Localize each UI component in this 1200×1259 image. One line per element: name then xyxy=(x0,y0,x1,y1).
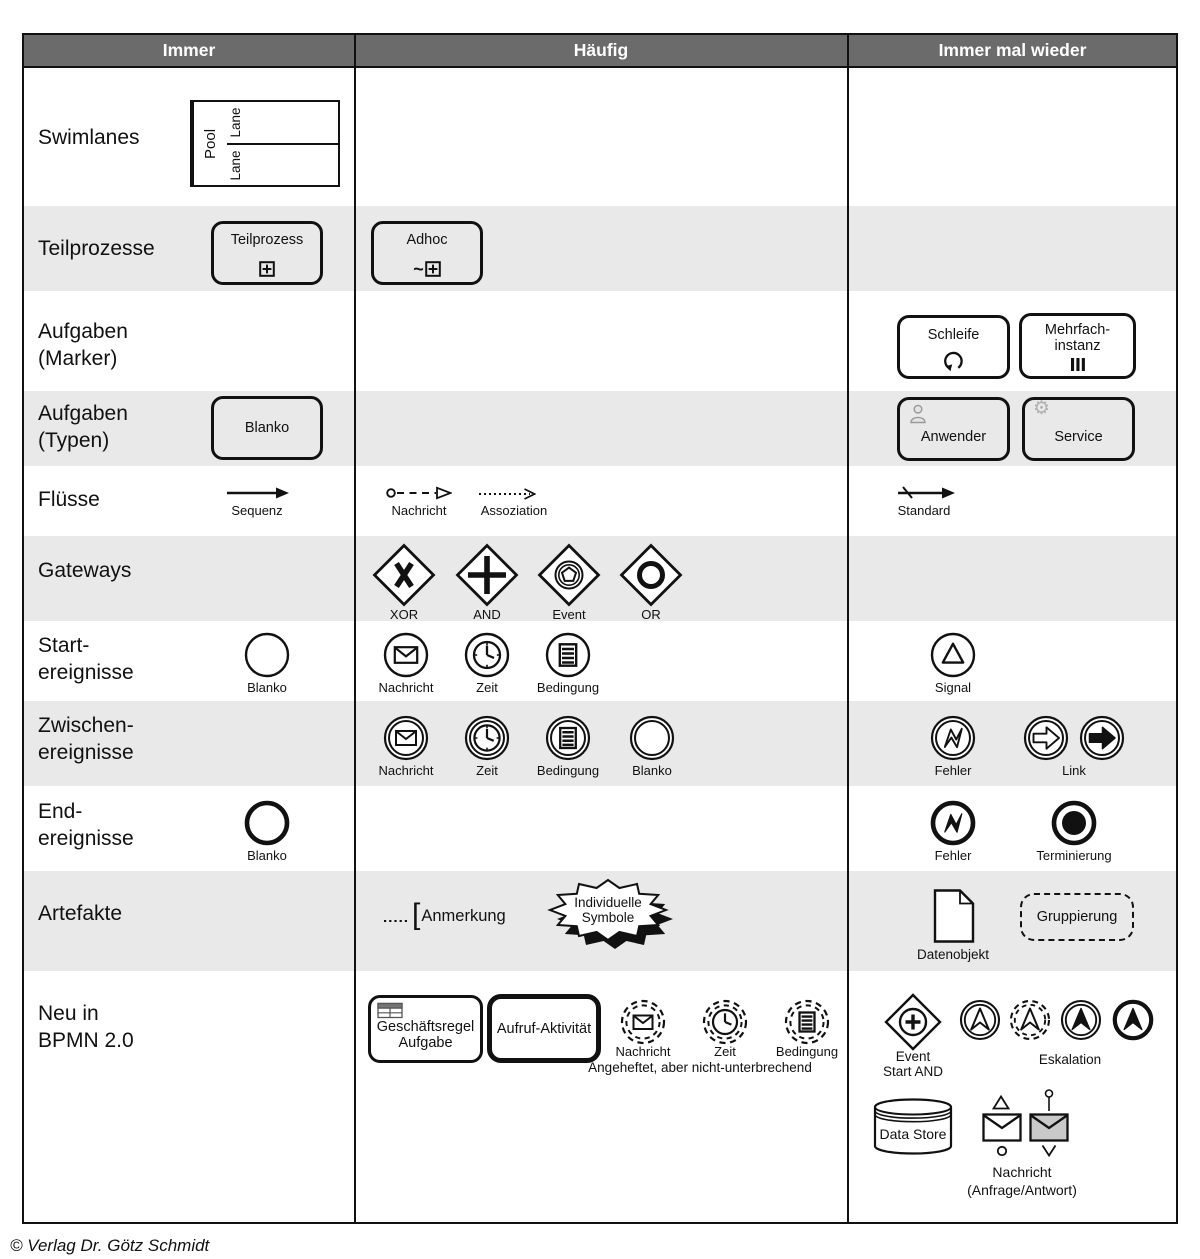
row-label-start xyxy=(38,632,134,686)
row-label-line2: ereignisse xyxy=(38,827,134,850)
sequence-flow-icon xyxy=(226,486,290,500)
event-start-and-caption xyxy=(868,1049,958,1079)
user-icon xyxy=(908,404,928,424)
row-label-line1: Aufgaben xyxy=(38,402,128,425)
escalation-throw-icon xyxy=(1060,999,1102,1041)
row-label-line2: (Marker) xyxy=(38,347,118,370)
annotation-association-icon xyxy=(384,918,410,924)
lane-top xyxy=(227,102,338,143)
adhoc-tilde-icon: ~ xyxy=(413,259,424,279)
event-gateway-icon xyxy=(537,543,601,607)
lane-bottom-label: Lane xyxy=(228,149,243,180)
row-label-line1: Aufgaben xyxy=(38,320,128,343)
intermediate-error-caption: Fehler xyxy=(934,763,972,778)
row-label-line1: End- xyxy=(38,800,83,823)
user-task-label: Anwender xyxy=(920,429,987,445)
subprocess-marker-icon xyxy=(259,261,275,277)
request-circle-icon xyxy=(996,1145,1008,1157)
annotation-label: Anmerkung xyxy=(421,906,506,925)
starburst-line2: Symbole xyxy=(581,910,635,925)
noninterrupting-message-event-icon xyxy=(620,999,666,1045)
intermediate-blank-event-icon xyxy=(629,715,675,761)
terminate-event-icon xyxy=(1051,800,1097,846)
start-blank-event-icon xyxy=(244,632,290,678)
loop-task-label: Schleife xyxy=(927,327,980,343)
and-gateway-icon xyxy=(455,543,519,607)
or-gateway-caption: OR xyxy=(641,607,661,622)
message-rr-line1: Nachricht xyxy=(992,1164,1052,1180)
pool-symbol xyxy=(190,100,340,187)
start-conditional-caption: Bedingung xyxy=(536,680,600,695)
row-label-artefakte: Artefakte xyxy=(38,902,123,925)
row-label-end xyxy=(38,798,134,852)
data-object-icon xyxy=(932,888,976,944)
multi-instance-line2: instanz xyxy=(1054,338,1101,354)
column-separator-1 xyxy=(354,35,357,1222)
annotation-bracket: [ xyxy=(412,898,421,931)
start-signal-event-icon xyxy=(930,632,976,678)
noninterrupting-conditional-event-icon xyxy=(784,999,830,1045)
start-message-event-icon xyxy=(383,632,429,678)
blank-task-label: Blanko xyxy=(244,420,290,436)
group-artifact xyxy=(1020,893,1134,941)
annotation-artifact xyxy=(384,899,506,933)
adhoc-markers xyxy=(413,261,441,277)
row-label-aufgaben-marker xyxy=(38,318,128,372)
event-start-and-line1: Event xyxy=(895,1049,931,1064)
service-task xyxy=(1022,397,1135,461)
lane-top-label: Lane xyxy=(228,107,243,138)
intermediate-blank-caption: Blanko xyxy=(632,763,672,778)
escalation-noninterrupting-icon xyxy=(1009,999,1051,1041)
lanes xyxy=(227,102,338,185)
xor-gateway-caption: XOR xyxy=(389,607,419,622)
link-caption: Link xyxy=(1062,763,1086,778)
request-initiator-icon xyxy=(992,1095,1010,1110)
business-rule-line2: Aufgabe xyxy=(398,1035,453,1051)
noninterrupting-message-caption: Nachricht xyxy=(615,1044,671,1059)
message-flow-caption: Nachricht xyxy=(391,503,447,518)
adhoc-subprocess-task xyxy=(371,221,483,285)
user-task xyxy=(897,397,1010,461)
intermediate-timer-caption: Zeit xyxy=(476,763,498,778)
row-label-zwischen xyxy=(38,712,134,766)
call-activity-task xyxy=(487,994,601,1063)
row-label-line2: (Typen) xyxy=(38,429,110,452)
end-blank-caption: Blanko xyxy=(247,848,287,863)
response-lollipop-icon xyxy=(1043,1089,1055,1112)
call-activity-label: Aufruf-Aktivität xyxy=(496,1020,592,1037)
end-error-caption: Fehler xyxy=(934,848,972,863)
data-object-caption: Datenobjekt xyxy=(916,947,990,962)
gear-icon: ⚙ xyxy=(1033,398,1051,419)
end-blank-event-icon xyxy=(244,800,290,846)
business-rule-line1: Geschäftsregel xyxy=(376,1019,475,1035)
start-conditional-event-icon xyxy=(545,632,591,678)
association-flow-caption: Assoziation xyxy=(480,503,548,518)
pool-label: Pool xyxy=(192,102,227,185)
intermediate-message-caption: Nachricht xyxy=(378,763,434,778)
start-timer-event-icon xyxy=(464,632,510,678)
business-rule-task xyxy=(368,995,483,1063)
column-header-immer: Immer xyxy=(162,40,216,60)
multi-instance-label xyxy=(1045,322,1110,354)
noninterrupting-subtitle: Angeheftet, aber nicht-unterbrechend xyxy=(588,1060,812,1075)
row-label-line1: Neu in xyxy=(38,1002,99,1025)
data-store-label: Data Store xyxy=(879,1126,947,1142)
default-flow-caption: Standard xyxy=(897,503,951,518)
subprocess-task xyxy=(211,221,323,285)
column-header-haeufig: Häufig xyxy=(573,40,629,60)
data-store-icon xyxy=(872,1097,954,1157)
noninterrupting-conditional-caption: Bedingung xyxy=(775,1044,839,1059)
row-label-aufgaben-typen xyxy=(38,400,128,454)
row-label-swimlanes: Swimlanes xyxy=(38,126,140,149)
group-label: Gruppierung xyxy=(1036,909,1118,925)
multi-instance-task xyxy=(1019,313,1136,379)
escalation-caption: Eskalation xyxy=(1038,1052,1102,1067)
intermediate-error-event-icon xyxy=(930,715,976,761)
row-label-fluesse: Flüsse xyxy=(38,488,100,511)
row-label-line2: BPMN 2.0 xyxy=(38,1029,134,1052)
loop-task xyxy=(897,315,1010,379)
row-label-line2: ereignisse xyxy=(38,741,134,764)
business-rule-table-icon xyxy=(377,1002,403,1019)
custom-symbols-starburst xyxy=(546,878,678,954)
multi-instance-marker-icon xyxy=(1070,358,1086,371)
link-throw-event-icon xyxy=(1023,715,1069,761)
message-flow-icon xyxy=(386,486,452,500)
row-label-line2: ereignisse xyxy=(38,661,134,684)
response-message-envelope-icon xyxy=(1029,1113,1069,1142)
row-label-teilprozesse: Teilprozesse xyxy=(38,237,155,260)
row-label-neu xyxy=(38,1000,134,1054)
copyright-notice: © Verlag Dr. Götz Schmidt xyxy=(10,1236,210,1255)
escalation-end-icon xyxy=(1112,999,1154,1041)
association-flow-icon xyxy=(478,488,536,500)
intermediate-message-event-icon xyxy=(383,715,429,761)
lane-bottom xyxy=(227,143,338,186)
and-gateway-caption: AND xyxy=(473,607,501,622)
sequence-flow-caption: Sequenz xyxy=(231,503,283,518)
terminate-caption: Terminierung xyxy=(1036,848,1112,863)
row-label-line1: Start- xyxy=(38,634,90,657)
end-error-event-icon xyxy=(930,800,976,846)
subprocess-label: Teilprozess xyxy=(230,232,304,248)
noninterrupting-timer-caption: Zeit xyxy=(714,1044,736,1059)
blank-task xyxy=(211,396,323,460)
row-label-gateways: Gateways xyxy=(38,559,132,582)
adhoc-label: Adhoc xyxy=(406,232,448,248)
link-catch-event-icon xyxy=(1079,715,1125,761)
intermediate-timer-event-icon xyxy=(464,715,510,761)
request-message-envelope-icon xyxy=(982,1113,1022,1142)
intermediate-conditional-event-icon xyxy=(545,715,591,761)
starburst-line1: Individuelle xyxy=(574,895,642,910)
xor-gateway-icon xyxy=(372,543,436,607)
message-request-response-caption xyxy=(932,1163,1112,1199)
start-blank-caption: Blanko xyxy=(247,680,287,695)
response-arrowhead-icon xyxy=(1041,1144,1057,1157)
noninterrupting-timer-event-icon xyxy=(702,999,748,1045)
event-start-and-line2: Start AND xyxy=(882,1064,944,1079)
escalation-intermediate-catch-icon xyxy=(959,999,1001,1041)
subprocess-marker-icon xyxy=(425,261,441,277)
loop-marker-icon xyxy=(942,350,966,372)
or-gateway-icon xyxy=(619,543,683,607)
start-message-caption: Nachricht xyxy=(378,680,434,695)
event-gateway-caption: Event xyxy=(552,607,586,622)
message-rr-line2: (Anfrage/Antwort) xyxy=(967,1182,1077,1198)
row-label-line1: Zwischen- xyxy=(38,714,134,737)
service-task-label: Service xyxy=(1054,429,1103,445)
multi-instance-line1: Mehrfach- xyxy=(1044,322,1111,338)
column-header-immer-mal-wieder: Immer mal wieder xyxy=(938,40,1087,60)
intermediate-conditional-caption: Bedingung xyxy=(536,763,600,778)
default-flow-icon xyxy=(896,482,956,502)
start-timer-caption: Zeit xyxy=(476,680,498,695)
start-signal-caption: Signal xyxy=(934,680,972,695)
event-start-and-gateway-icon xyxy=(884,993,942,1051)
